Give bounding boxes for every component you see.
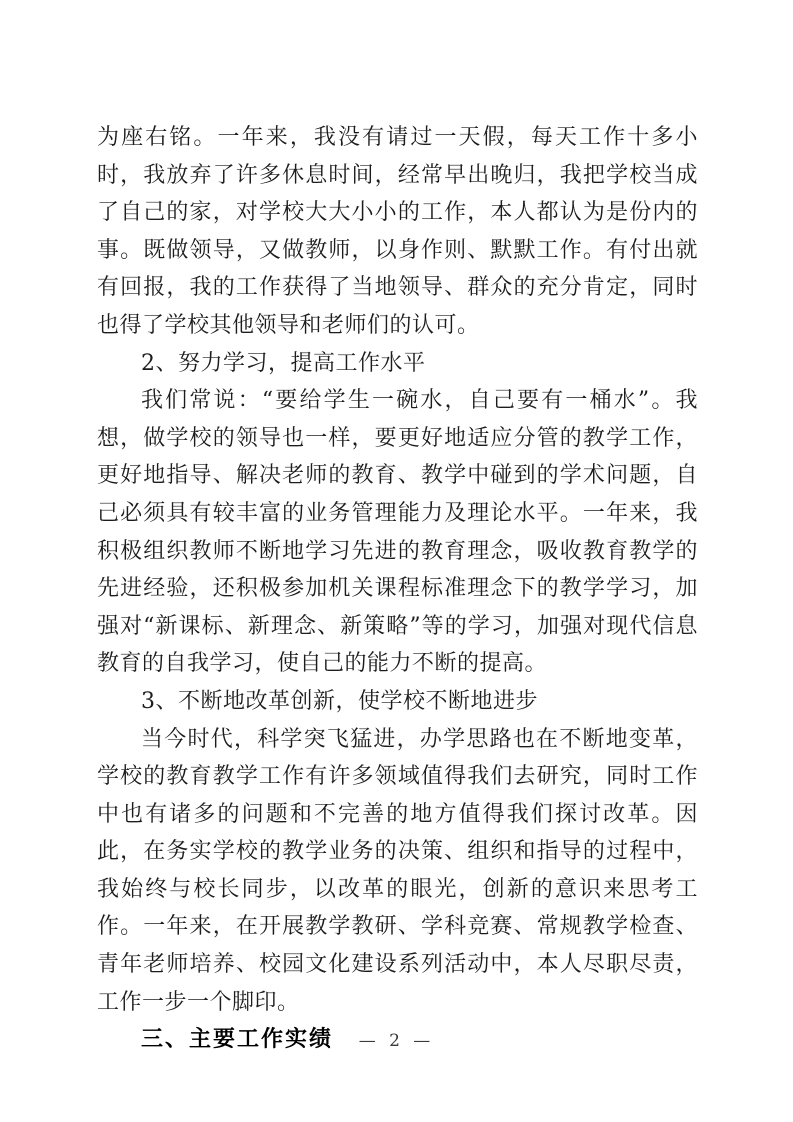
paragraph-study-details: 我们常说：“要给学生一碗水，自己要有一桶水”。我想，做学校的领导也一样，要更好地适应分管的教学工作，更好地指导、解决老师的教育、教学中碰到的学术问题，自己必须具有较丰富的业务管理能力及理论水平。一年来，我积极组织教师不断地学习先进的教育理念，吸收教育教学的先进经验，还积极参加机关课程标准理念下的教学学习，加强对“新课标、新理念、新策略”等的学习，加强对现代信息教育的自我学习，使自己的能力不断的提高。 xyxy=(97,388,698,677)
heading-main-achievements: 三、主要工作实绩 xyxy=(141,1027,334,1053)
subheading-2-study: 2、努力学习，提高工作水平 xyxy=(141,350,426,376)
paragraph-work-attitude-continuation: 为座右铭。一年来，我没有请过一天假，每天工作十多小时，我放弃了许多休息时间，经常早出晚归，我把学校当成了自己的家，对学校大大小小的工作，本人都认为是份内的事。既做领导，又做教师，以身作则、默默工作。有付出就有回报，我的工作获得了当地领导、群众的充分肯定，同时也得了学校其他领导和老师们的认可。 xyxy=(97,125,698,338)
page-number: — 2 — xyxy=(358,1031,435,1051)
page-footer xyxy=(0,1031,793,1051)
paragraph-reform-details: 当今时代，科学突飞猛进，办学思路也在不断地变革，学校的教育教学工作有许多领域值得我们去研究，同时工作中也有诸多的问题和不完善的地方值得我们探讨改革。因此，在务实学校的教学业务的决策、组织和指导的过程中，我始终与校长同步，以改革的眼光，创新的意识来思考工作。一年来，在开展教学教研、学科竞赛、常规教学检查、青年老师培养、校园文化建设系列活动中，本人尽职尽责，工作一步一个脚印。 xyxy=(97,726,698,1015)
document-body xyxy=(97,119,698,1059)
subheading-3-reform: 3、不断地改革创新，使学校不断地进步 xyxy=(141,688,538,714)
